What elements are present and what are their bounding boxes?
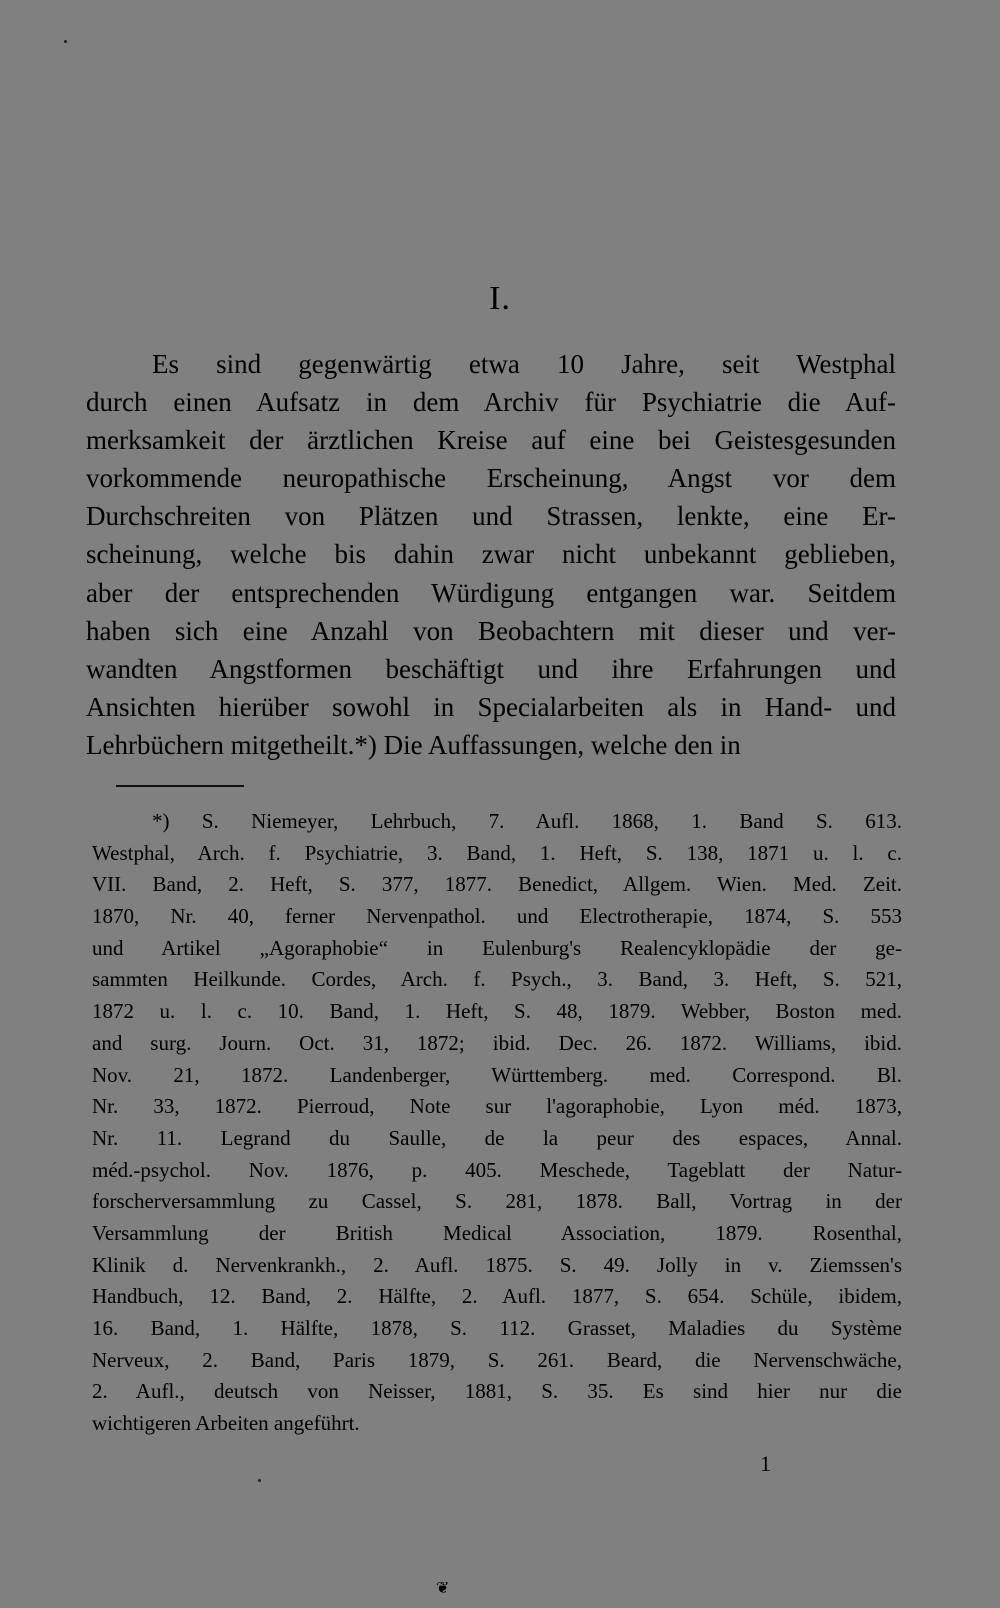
- footnote: [92, 806, 902, 1440]
- body-line: merksamkeit der ärztlichen Kreise auf eine bei Geistesgesunden: [86, 425, 896, 456]
- footnote-line: *) S. Niemeyer, Lehrbuch, 7. Aufl. 1868, 1. Band S. 613.: [152, 809, 902, 833]
- footnote-line: Handbuch, 12. Band, 2. Hälfte, 2. Aufl. 1877, S. 654. Schüle, ibidem,: [92, 1284, 902, 1309]
- footnote-line: Westphal, Arch. f. Psychiatrie, 3. Band, 1. Heft, S. 138, 1871 u. l. c.: [92, 840, 902, 865]
- footnote-line: méd.-psychol. Nov. 1876, p. 405. Meschede, Tageblatt der Natur-: [92, 1157, 902, 1182]
- footnote-line: und Artikel „Agoraphobie“ in Eulenburg's Realencyklopädie der ge-: [92, 935, 902, 960]
- body-line: wandten Angstformen beschäftigt und ihre Erfahrungen und: [86, 653, 896, 684]
- footnote-line: Nr. 33, 1872. Pierroud, Note sur l'agoraphobie, Lyon méd. 1873,: [92, 1094, 902, 1119]
- page-number: 1: [760, 1451, 771, 1476]
- footnote-line: 1870, Nr. 40, ferner Nervenpathol. und Electrotherapie, 1874, S. 553: [92, 904, 902, 929]
- footnote-line: Versammlung der British Medical Association, 1879. Rosenthal,: [92, 1220, 902, 1245]
- footnote-separator: [116, 785, 244, 787]
- footnote-line: Nr. 11. Legrand du Saulle, de la peur des espaces, Annal.: [92, 1125, 902, 1150]
- chapter-heading: I.: [489, 280, 511, 317]
- body-paragraph: [86, 345, 896, 764]
- footnote-line: and surg. Journ. Oct. 31, 1872; ibid. Dec. 26. 1872. Williams, ibid.: [92, 1030, 902, 1055]
- body-line: Ansichten hierüber sowohl in Specialarbeiten als in Hand- und: [86, 691, 896, 722]
- body-line: scheinung, welche bis dahin zwar nicht unbekannt geblieben,: [86, 539, 896, 570]
- body-line: haben sich eine Anzahl von Beobachtern mit dieser und ver-: [86, 615, 896, 646]
- footnote-line: Klinik d. Nervenkrankh., 2. Aufl. 1875. S. 49. Jolly in v. Ziemssen's: [92, 1252, 902, 1277]
- footnote-line: forscherversammlung zu Cassel, S. 281, 1878. Ball, Vortrag in der: [92, 1189, 902, 1214]
- footnote-line: 16. Band, 1. Hälfte, 1878, S. 112. Grasset, Maladies du Système: [92, 1316, 902, 1340]
- paper-speck: [64, 40, 67, 43]
- paper-speck: [258, 1479, 261, 1482]
- ornament-mark: ❦: [436, 1580, 450, 1597]
- body-line: Durchschreiten von Plätzen und Strassen, lenkte, eine Er-: [86, 501, 896, 532]
- footnote-line: 1872 u. l. c. 10. Band, 1. Heft, S. 48, 1879. Webber, Boston med.: [92, 999, 902, 1024]
- footnote-line: sammten Heilkunde. Cordes, Arch. f. Psych., 3. Band, 3. Heft, S. 521,: [92, 967, 902, 992]
- body-line: Lehrbüchern mitgetheilt.*) Die Auffassungen, welche den in: [86, 729, 741, 760]
- footnote-line: wichtigeren Arbeiten angeführt.: [92, 1411, 360, 1436]
- body-line: aber der entsprechenden Würdigung entgangen war. Seitdem: [86, 577, 896, 608]
- footnote-line: VII. Band, 2. Heft, S. 377, 1877. Benedict, Allgem. Wien. Med. Zeit.: [92, 872, 902, 897]
- footnote-line: Nov. 21, 1872. Landenberger, Württemberg. med. Correspond. Bl.: [92, 1062, 902, 1087]
- footnote-line: 2. Aufl., deutsch von Neisser, 1881, S. 35. Es sind hier nur die: [92, 1379, 902, 1404]
- footnote-line: Nerveux, 2. Band, Paris 1879, S. 261. Beard, die Nervenschwäche,: [92, 1347, 902, 1372]
- body-line: durch einen Aufsatz in dem Archiv für Psychiatrie die Auf-: [86, 387, 896, 418]
- body-line: Es sind gegenwärtig etwa 10 Jahre, seit Westphal: [152, 349, 896, 379]
- body-line: vorkommende neuropathische Erscheinung, Angst vor dem: [86, 463, 896, 494]
